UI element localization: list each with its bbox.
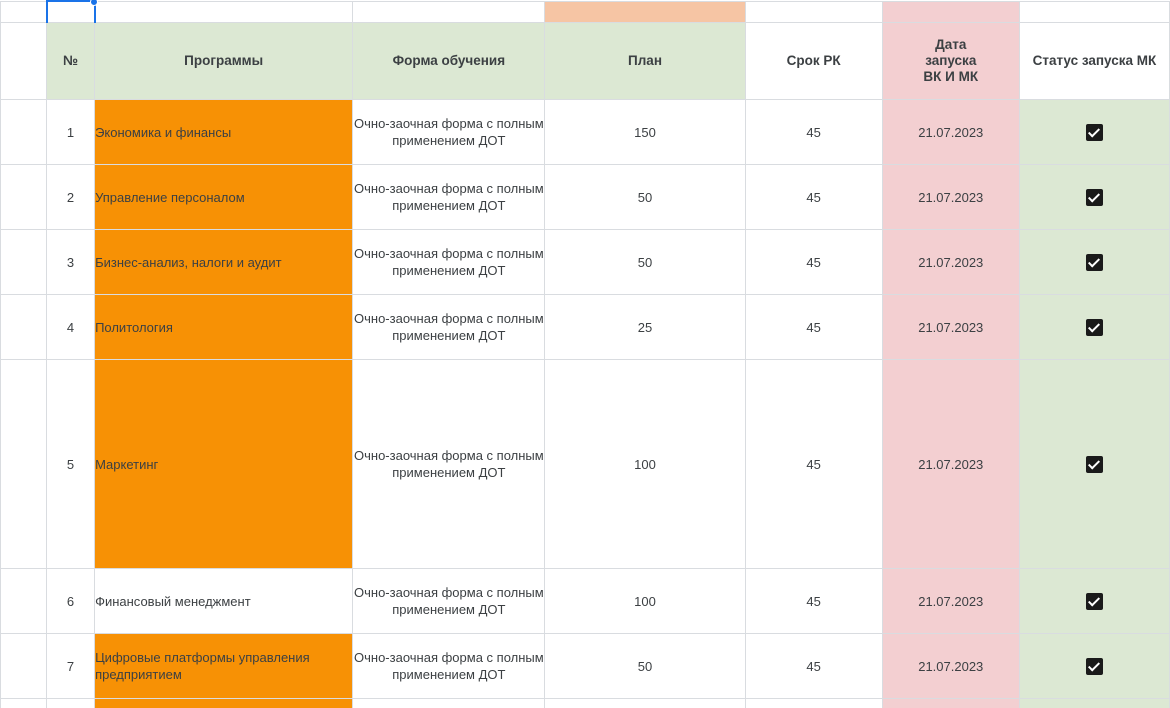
cell-status[interactable] (1019, 360, 1169, 569)
strip-plan-cell (545, 1, 745, 23)
row-gutter-cell (1, 569, 47, 634)
header-plan[interactable]: План (545, 23, 745, 100)
cell-number[interactable]: 3 (47, 230, 95, 295)
cell-srok[interactable]: 45 (745, 100, 882, 165)
checkbox-checked-icon[interactable] (1086, 189, 1103, 206)
cell-form[interactable]: Очно-заочная форма с полным применением ДОТ (353, 295, 545, 360)
header-programs[interactable]: Программы (95, 23, 353, 100)
cell-date[interactable]: 21.07.2023 (882, 360, 1019, 569)
cell-plan[interactable]: 50 (545, 634, 745, 699)
cell-srok[interactable] (745, 699, 882, 708)
cell-program[interactable] (95, 699, 353, 708)
cell-date[interactable]: 21.07.2023 (882, 100, 1019, 165)
cell-status[interactable] (1019, 699, 1169, 708)
cell-status[interactable] (1019, 230, 1169, 295)
cell-program[interactable]: Маркетинг (95, 360, 353, 569)
header-date-line3: ВК И МК (923, 69, 979, 84)
cell-number[interactable]: 7 (47, 634, 95, 699)
cell-program[interactable]: Бизнес-анализ, налоги и аудит (95, 230, 353, 295)
cell-status[interactable] (1019, 100, 1169, 165)
cell-program[interactable]: Управление персоналом (95, 165, 353, 230)
table-row (1, 699, 1170, 708)
row-gutter-cell (1, 165, 47, 230)
header-date-line2: запуска (925, 53, 977, 68)
checkbox-checked-icon[interactable] (1086, 124, 1103, 141)
cell-number[interactable]: 1 (47, 100, 95, 165)
checkbox-checked-icon[interactable] (1086, 456, 1103, 473)
cell-status[interactable] (1019, 165, 1169, 230)
cell-number[interactable] (47, 699, 95, 708)
row-gutter-cell (1, 699, 47, 708)
header-date[interactable] (882, 23, 1019, 100)
row-gutter-cell (1, 295, 47, 360)
cell-srok[interactable]: 45 (745, 569, 882, 634)
cell-form[interactable]: Очно-заочная форма с полным применением ДОТ (353, 569, 545, 634)
cell-program[interactable]: Политология (95, 295, 353, 360)
cell-status[interactable] (1019, 295, 1169, 360)
cell-srok[interactable]: 45 (745, 230, 882, 295)
table-row (1, 165, 1170, 230)
checkbox-checked-icon[interactable] (1086, 254, 1103, 271)
cell-srok[interactable]: 45 (745, 165, 882, 230)
cell-srok[interactable]: 45 (745, 295, 882, 360)
cell-form[interactable] (353, 699, 545, 708)
strip-selected-cell[interactable] (47, 1, 95, 23)
checkbox-checked-icon[interactable] (1086, 593, 1103, 610)
cell-form[interactable]: Очно-заочная форма с полным применением ДОТ (353, 230, 545, 295)
cell-plan[interactable]: 25 (545, 295, 745, 360)
cell-srok[interactable]: 45 (745, 634, 882, 699)
cell-date[interactable]: 21.07.2023 (882, 295, 1019, 360)
cell-plan[interactable]: 100 (545, 569, 745, 634)
cell-status[interactable] (1019, 569, 1169, 634)
cell-program[interactable]: Цифровые платформы управления предприятием (95, 634, 353, 699)
cell-form[interactable]: Очно-заочная форма с полным применением ДОТ (353, 100, 545, 165)
row-gutter-cell (1, 100, 47, 165)
strip-srok-cell (745, 1, 882, 23)
strip-status-cell (1019, 1, 1169, 23)
cell-number[interactable]: 6 (47, 569, 95, 634)
cell-number[interactable]: 4 (47, 295, 95, 360)
table-row (1, 230, 1170, 295)
header-form[interactable]: Форма обучения (353, 23, 545, 100)
cell-form[interactable]: Очно-заочная форма с полным применением ДОТ (353, 165, 545, 230)
cell-status[interactable] (1019, 634, 1169, 699)
selection-handle-icon[interactable] (90, 0, 98, 6)
top-color-strip-row (1, 1, 1170, 23)
table-row (1, 100, 1170, 165)
cell-srok[interactable]: 45 (745, 360, 882, 569)
table-header-row (1, 23, 1170, 100)
cell-date[interactable]: 21.07.2023 (882, 569, 1019, 634)
table-row (1, 634, 1170, 699)
cell-date[interactable]: 21.07.2023 (882, 230, 1019, 295)
cell-program[interactable]: Финансовый менеджмент (95, 569, 353, 634)
cell-form[interactable]: Очно-заочная форма с полным применением ДОТ (353, 634, 545, 699)
cell-date[interactable] (882, 699, 1019, 708)
cell-plan[interactable]: 50 (545, 230, 745, 295)
cell-plan[interactable]: 150 (545, 100, 745, 165)
cell-number[interactable]: 5 (47, 360, 95, 569)
cell-date[interactable]: 21.07.2023 (882, 634, 1019, 699)
table-row (1, 295, 1170, 360)
row-gutter-cell (1, 230, 47, 295)
cell-number[interactable]: 2 (47, 165, 95, 230)
row-gutter-cell (1, 360, 47, 569)
cell-program[interactable]: Экономика и финансы (95, 100, 353, 165)
strip-date-cell (882, 1, 1019, 23)
cell-date[interactable]: 21.07.2023 (882, 165, 1019, 230)
table-row (1, 360, 1170, 569)
strip-gutter-cell (1, 1, 47, 23)
strip-program-cell (95, 1, 353, 23)
cell-plan[interactable]: 50 (545, 165, 745, 230)
row-gutter-cell (1, 634, 47, 699)
checkbox-checked-icon[interactable] (1086, 658, 1103, 675)
table-row (1, 569, 1170, 634)
cell-plan[interactable]: 100 (545, 360, 745, 569)
cell-plan[interactable] (545, 699, 745, 708)
header-date-line1: Дата (935, 37, 967, 52)
cell-form[interactable]: Очно-заочная форма с полным применением ДОТ (353, 360, 545, 569)
checkbox-checked-icon[interactable] (1086, 319, 1103, 336)
header-srok[interactable]: Срок РК (745, 23, 882, 100)
header-status[interactable]: Статус запуска МК (1019, 23, 1169, 100)
header-gutter-cell (1, 23, 47, 100)
header-number[interactable]: № (47, 23, 95, 100)
strip-form-cell (353, 1, 545, 23)
